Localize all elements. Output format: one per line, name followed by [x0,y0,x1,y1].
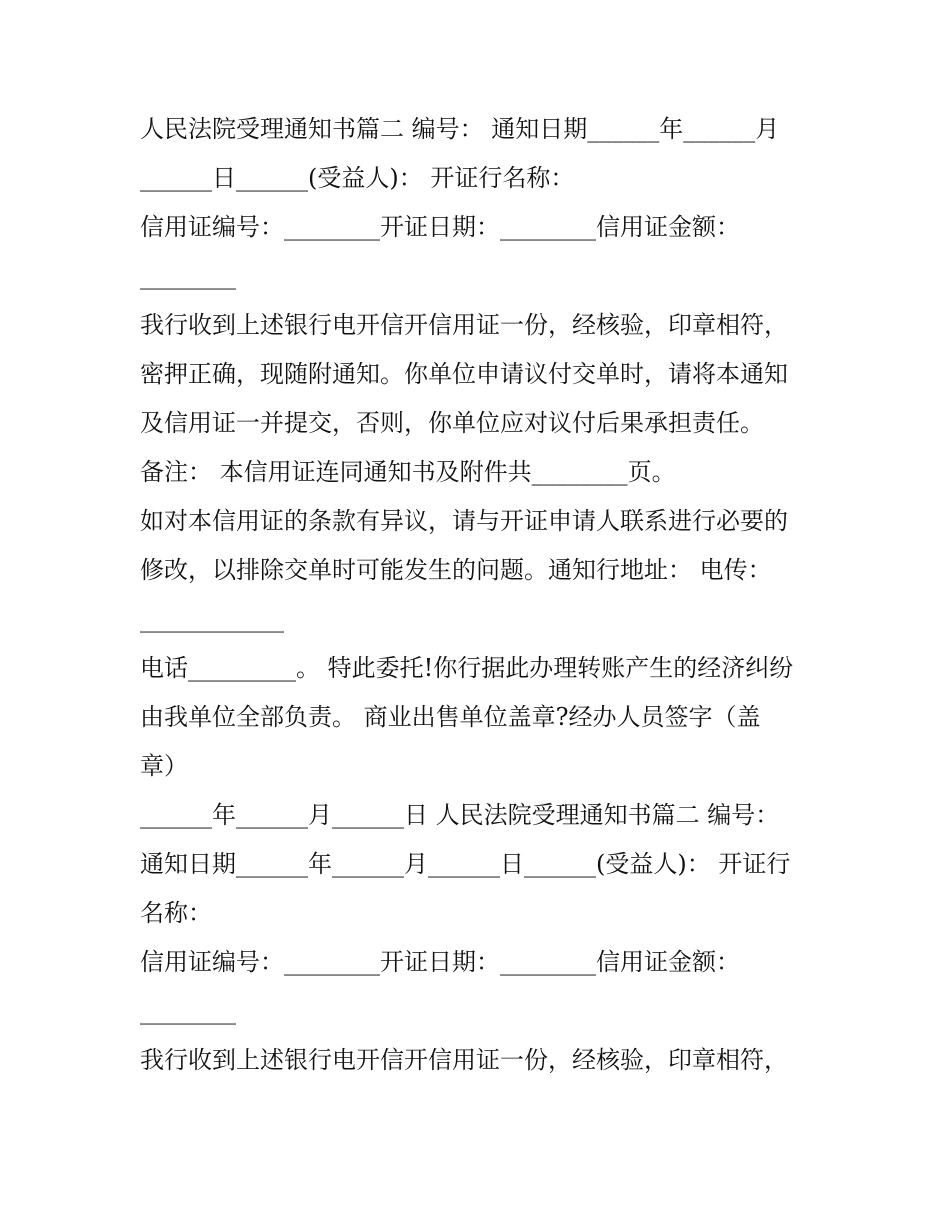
text-line: 修改，以排除交单时可能发生的问题。通知行地址： 电传： [140,556,772,584]
text-line: ________ [140,262,236,290]
text-line: 备注： 本信用证连同通知书及附件共________页。 [140,458,676,486]
text-line: ________ [140,997,236,1025]
text-line: 如对本信用证的条款有异议，请与开证申请人联系进行必要的 [140,507,788,535]
text-line: ______年______月______日 人民法院受理通知书篇二 编号： [140,801,780,829]
text-line: 名称： [140,899,212,927]
text-line: 及信用证一并提交，否则，你单位应对议付后果承担责任。 [140,409,764,437]
text-line: 密押正确，现随附通知。你单位申请议付交单时，请将本通知 [140,360,788,388]
text-line: 电话_________。 特此委托!你行据此办理转账产生的经济纠纷 [140,654,794,682]
text-line: 由我单位全部负责。 商业出售单位盖章?经办人员签字（盖 [140,703,761,731]
text-line: ____________ [140,605,284,633]
text-line: 通知日期______年______月______日______(受益人)： 开证行 [140,850,791,878]
text-line: 章） [140,752,188,780]
document-body [140,105,820,1085]
text-line: 信用证编号：________开证日期：________信用证金额： [140,948,740,976]
text-line: 我行收到上述银行电开信开信用证一份，经核验，印章相符， [140,1046,788,1074]
text-line: 信用证编号：________开证日期：________信用证金额： [140,213,740,241]
text-line: 人民法院受理通知书篇二 编号： 通知日期______年______月 [140,115,780,143]
text-line: 我行收到上述银行电开信开信用证一份，经核验，印章相符， [140,311,788,339]
text-line: ______日______(受益人)： 开证行名称： [140,164,575,192]
